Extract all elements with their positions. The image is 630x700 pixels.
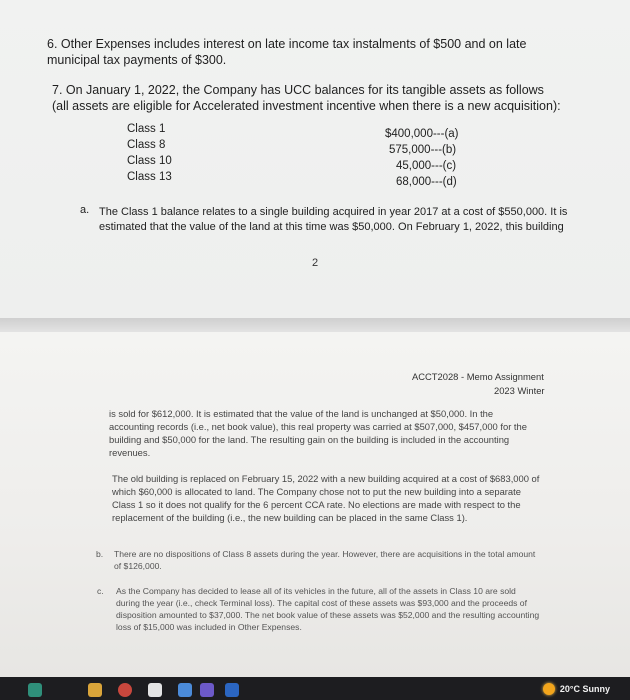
teams-icon[interactable] [178,683,192,697]
item-b-text: There are no dispositions of Class 8 assets during the year. However, there are acquisitions in the total amount of $126,000. [114,549,536,571]
word-icon[interactable] [225,683,239,697]
taskbar [0,677,630,700]
class-1-value: $400,000---(a) [385,128,459,140]
document-page-1 [0,0,630,318]
item-b-label: b. [96,549,104,559]
header-course: ACCT2028 - Memo Assignment [412,371,544,382]
class-1-name: Class 1 [127,123,166,135]
item-a-label: a. [80,204,90,216]
file-explorer-icon[interactable] [88,683,102,697]
header-term: 2023 Winter [494,385,545,396]
paragraph-building-sale: is sold for $612,000. It is estimated that the value of the land is unchanged at $50,000. In the accounting records (i.e., net book value), this real property was carried at $507,000, $457,000 for the building and $50,000 for the land. The resulting gain on the building is included in the accounting revenues. [109,408,527,458]
class-8-value: 575,000---(b) [389,144,457,156]
document-page-2 [0,332,630,677]
class-10-name: Class 10 [127,155,172,167]
sun-icon [543,683,555,695]
weather-widget[interactable] [543,681,610,697]
chrome-icon[interactable] [118,683,132,697]
class-13-value: 68,000---(d) [396,176,457,188]
item-c-label: c. [97,586,104,596]
class-10-value: 45,000---(c) [396,160,457,172]
item-c-text: As the Company has decided to lease all of its vehicles in the future, all of the assets in Class 10 are sold during the year (i.e., check Terminal loss). The capital cost of these assets was $93,000 and the proceeds of disposition amounted to $37,000. The net book value of these assets was $52,000 and the resulting accounting loss of $15,000 was included in Other Expenses. [116,586,540,632]
edge-icon[interactable] [28,683,42,697]
paragraph-building-replacement: The old building is replaced on February 15, 2022 with a new building acquired at a cost of $683,000 of which $60,000 is allocated to land. The Company chose not to put the new building into a separate Class 1 so it does not qualify for the 6 percent CCA rate. No elections are made with respect to the replacement of the building (i.e., the new building can be placed in the same Class 1). [112,473,540,523]
page-number: 2 [312,257,319,269]
page-divider [0,318,630,332]
weather-text: 20°C Sunny [559,684,610,694]
app-icon[interactable] [148,683,162,697]
class-8-name: Class 8 [127,139,166,151]
class-13-name: Class 13 [127,171,172,183]
item-6-text: 6. Other Expenses includes interest on late income tax instalments of $500 and on late municipal tax payments of $300. [47,37,527,67]
app-icon-2[interactable] [200,683,214,697]
item-7-text: 7. On January 1, 2022, the Company has UCC balances for its tangible assets as follows (all assets are eligible for Accelerated investment incentive when there is a new acquisition): [52,83,561,113]
item-a-text: The Class 1 balance relates to a single building acquired in year 2017 at a cost of $550,000. It is estimated that the value of the land at this time was $50,000. On February 1, 2022, this building [99,206,568,233]
